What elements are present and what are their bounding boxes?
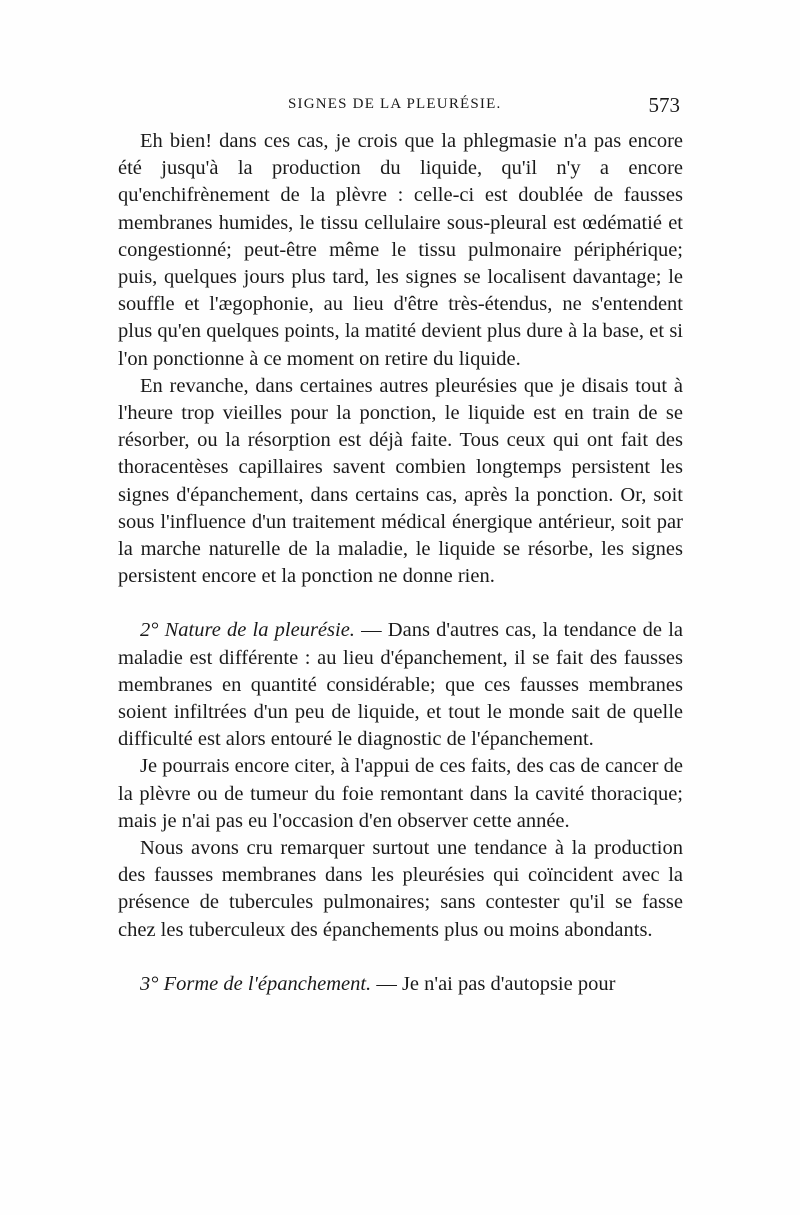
paragraph-2 (118, 373, 683, 591)
paragraph-5 (118, 835, 683, 944)
paragraph-2-text: En revanche, dans certaines autres pleurésies que je disais tout à l'heure trop vieilles pour la ponction, le liquide est en train de se résorber, ou la résorption est déjà faite. Tous ceux qui ont fait des thoracentèses capillaires savent combien longtemps persistent les signes d'épanchement, dans certains cas, après la ponction. Or, soit sous l'influence d'un traitement médical énergique antérieur, soit par la marche naturelle de la maladie, le liquide se résorbe, les signes persistent encore et la ponction ne donne rien. (118, 374, 683, 588)
paragraph-1 (118, 128, 683, 373)
section-gap (118, 590, 683, 617)
paragraph-1-text: Eh bien! dans ces cas, je crois que la phlegmasie n'a pas encore été jusqu'à la production du liquide, qu'il n'y a encore qu'enchifrènement de la plèvre : celle-ci est doublée de fausses membranes humides, le tissu cellulaire sous-pleural est œdématié et congestionné; peut-être même le tissu pulmonaire périphérique; puis, quelques jours plus tard, les signes se localisent davantage; le souffle et l'ægophonie, au lieu d'être très-étendus, ne s'entendent plus qu'en quelques points, la matité devient plus dure à la base, et si l'on ponctionne à ce moment on retire du liquide. (118, 130, 683, 370)
paragraph-4 (118, 753, 683, 835)
paragraph-4-text: Je pourrais encore citer, à l'appui de ces faits, des cas de cancer de la plèvre ou de tumeur du foie remontant dans la cavité thoracique; mais je n'ai pas eu l'occasion d'en observer cette année. (118, 755, 683, 832)
section-gap (118, 944, 683, 971)
paragraph-3 (118, 617, 683, 753)
paragraph-6-text: — Je n'ai pas d'autopsie pour (371, 972, 616, 995)
page-number: 573 (648, 93, 680, 117)
paragraph-6 (118, 971, 683, 998)
body-text (118, 128, 683, 998)
section-heading-forme: 3° Forme de l'épanchement. (140, 972, 372, 995)
paragraph-3-text: — Dans d'autres cas, la tendance de la maladie est différente : au lieu d'épanchement, il se fait des fausses membranes en quantité considérable; que ces fausses membranes soient infiltrées d'un peu de liquide, et tout le monde sait de quelle difficulté est alors entouré le diagnostic de l'épanchement. (118, 619, 683, 751)
page-header (118, 93, 680, 120)
section-heading-nature: 2° Nature de la pleurésie. (140, 619, 355, 642)
running-head: SIGNES DE LA PLEURÉSIE. (288, 96, 502, 112)
paragraph-5-text: Nous avons cru remarquer surtout une tendance à la production des fausses membranes dans les pleurésies qui coïncident avec la présence de tubercules pulmonaires; sans contester qu'il se fasse chez les tuberculeux des épanchements plus ou moins abondants. (118, 837, 683, 941)
